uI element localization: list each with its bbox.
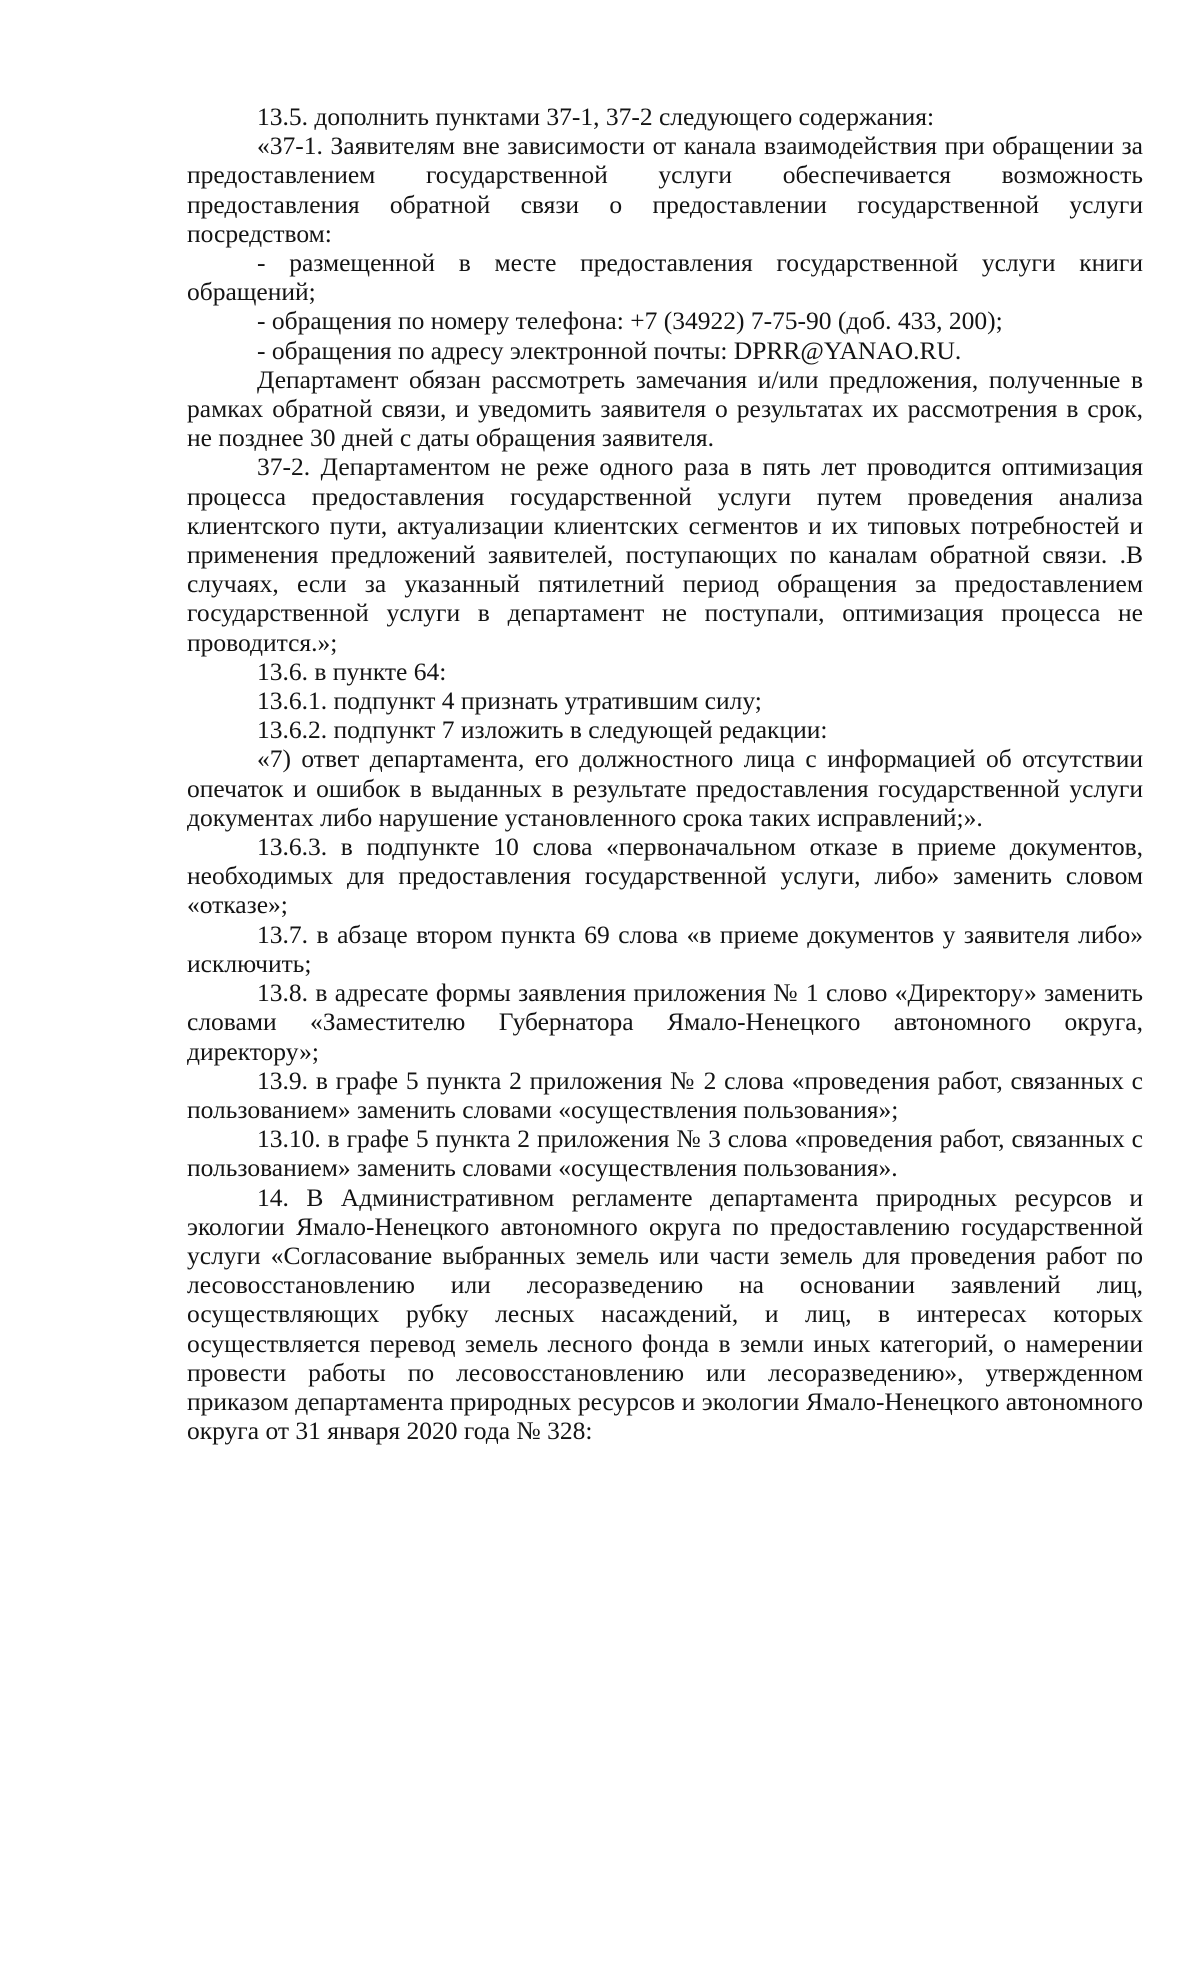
paragraph-department-obligation: Департамент обязан рассмотреть замечания и/или предложения, полученные в рамках обратной связи, и уведомить заявителя о результатах их рассмотрения в срок, не позднее 30 дней с даты обращения заявителя. [187,364,1143,453]
list-item-phone: - обращения по номеру телефона: +7 (34922) 7-75-90 (доб. 433, 200); [257,306,1003,336]
paragraph-13-8: 13.8. в адресате формы заявления приложения № 1 слово «Директору» заменить словами «Заместителю Губернатора Ямало-Ненецкого автономного округа, директору»; [187,978,1143,1066]
paragraph-37-2: 37-2. Департаментом не реже одного раза в пять лет проводится оптимизация процесса предоставления государственной услуги путем проведения анализа клиентского пути, актуализации клиентских сегментов и их типовых потребностей и применения предложений заявителей, поступающих по каналам обратной связи. .В случаях, если за указанный пятилетний период обращения за предоставлением государственной услуги в департамент не поступали, оптимизация процесса не проводится.»; [187,452,1143,657]
paragraph-13-6-2: 13.6.2. подпункт 7 изложить в следующей редакции: [257,715,828,745]
paragraph-13-6: 13.6. в пункте 64: [257,656,447,686]
paragraph-13-5: 13.5. дополнить пунктами 37-1, 37-2 следующего содержания: [257,102,935,131]
paragraph-13-10: 13.10. в графе 5 пункта 2 приложения № 3 слова «проведения работ, связанных с пользованием» заменить словами «осуществления пользования». [187,1124,1143,1183]
paragraph-13-6-3: 13.6.3. в подпункте 10 слова «первоначальном отказе в приеме документов, необходимых для предоставления государственной услуги, либо» заменить словом «отказе»; [187,832,1143,920]
paragraph-13-9: 13.9. в графе 5 пункта 2 приложения № 2 слова «проведения работ, связанных с пользованием» заменить словами «осуществления пользования»; [187,1065,1143,1124]
paragraph-13-6-1: 13.6.1. подпункт 4 признать утратившим силу; [257,686,762,716]
paragraph-13-7: 13.7. в абзаце втором пункта 69 слова «в приеме документов у заявителя либо» исключить; [187,919,1143,978]
document-body [187,102,1143,1445]
paragraph-14: 14. В Административном регламенте департамента природных ресурсов и экологии Ямало-Ненецкого автономного округа по предоставлению государственной услуги «Согласование выбранных земель или части земель для проведения работ по лесовосстановлению или лесоразведению на основании заявлений лиц, осуществляющих рубку лесных насаждений, и лиц, в интересах которых осуществляется перевод земель лесного фонда в земли иных категорий, о намерении провести работы по лесовосстановлению или лесоразведению», утвержденном приказом департамента природных ресурсов и экологии Ямало-Ненецкого автономного округа от 31 января 2020 года № 328: [187,1182,1143,1446]
list-item-book: - размещенной в месте предоставления государственной услуги книги обращений; [187,248,1143,307]
paragraph-37-1: «37-1. Заявителям вне зависимости от канала взаимодействия при обращении за предоставлением государственной услуги обеспечивается возможность предоставления обратной связи о предоставлении государственной услуги посредством: [187,131,1143,248]
paragraph-subitem-7: «7) ответ департамента, его должностного лица с информацией об отсутствии опечаток и ошибок в выданных в результате предоставления государственной услуги документах либо нарушение установленного срока таких исправлений;». [187,744,1143,832]
list-item-email: - обращения по адресу электронной почты: DPRR@YANAO.RU. [257,335,962,365]
